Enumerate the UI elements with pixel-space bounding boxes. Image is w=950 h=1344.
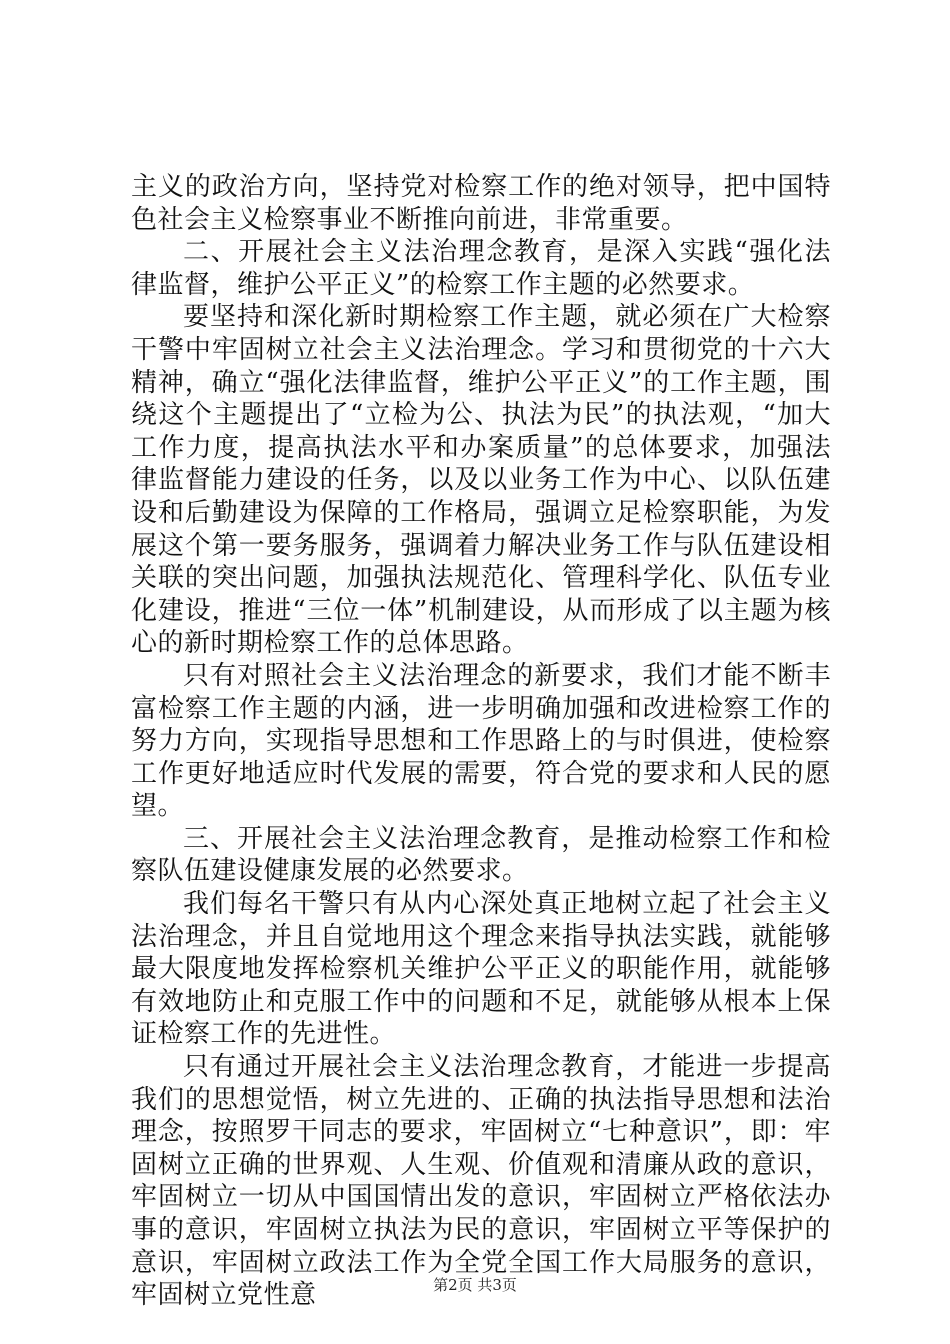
paragraph-2-section-heading: 二、开展社会主义法治理念教育，是深入实践“强化法律监督，维护公平正义”的检察工作主题的必然要求。 bbox=[131, 237, 831, 300]
paragraph-3: 要坚持和深化新时期检察工作主题，就必须在广大检察干警中牢固树立社会主义法治理念。学习和贯彻党的十六大精神，确立“强化法律监督，维护公平正义”的工作主题，围绕这个主题提出了“立检为公、执法为民”的执法观，“加大工作力度，提高执法水平和办案质量”的总体要求，加强法律监督能力建设的任务，以及以业务工作为中心、以队伍建设和后勤建设为保障的工作格局，强调立足检察职能，为发展这个第一要务服务，强调着力解决业务工作与队伍建设相关联的突出问题，加强执法规范化、管理科学化、队伍专业化建设，推进“三位一体”机制建设，从而形成了以主题为核心的新时期检察工作的总体思路。 bbox=[131, 302, 831, 659]
page-footer bbox=[0, 1275, 950, 1295]
paragraph-7: 只有通过开展社会主义法治理念教育，才能进一步提高我们的思想觉悟，树立先进的、正确的执法指导思想和法治理念，按照罗干同志的要求，牢固树立“七种意识”，即：牢固树立正确的世界观、人生观、价值观和清廉从政的意识，牢固树立一切从中国国情出发的意识，牢固树立严格依法办事的意识，牢固树立执法为民的意识，牢固树立平等保护的意识，牢固树立政法工作为全党全国工作大局服务的意识，牢固树立党性意 bbox=[131, 1052, 831, 1311]
page-number-label: 第2页 共3页 bbox=[433, 1276, 517, 1294]
paragraph-4: 只有对照社会主义法治理念的新要求，我们才能不断丰富检察工作主题的内涵，进一步明确加强和改进检察工作的努力方向，实现指导思想和工作思路上的与时俱进，使检察工作更好地适应时代发展的需要，符合党的要求和人民的愿望。 bbox=[131, 660, 831, 822]
paragraph-6: 我们每名干警只有从内心深处真正地树立起了社会主义法治理念，并且自觉地用这个理念来指导执法实践，就能够最大限度地发挥检察机关维护公平正义的职能作用，就能够有效地防止和克服工作中的问题和不足，就能够从根本上保证检察工作的先进性。 bbox=[131, 889, 831, 1050]
document-body bbox=[131, 171, 831, 1312]
paragraph-5-section-heading: 三、开展社会主义法治理念教育，是推动检察工作和检察队伍建设健康发展的必然要求。 bbox=[131, 823, 831, 887]
paragraph-1: 主义的政治方向，坚持党对检察工作的绝对领导，把中国特色社会主义检察事业不断推向前进，非常重要。 bbox=[131, 172, 831, 235]
